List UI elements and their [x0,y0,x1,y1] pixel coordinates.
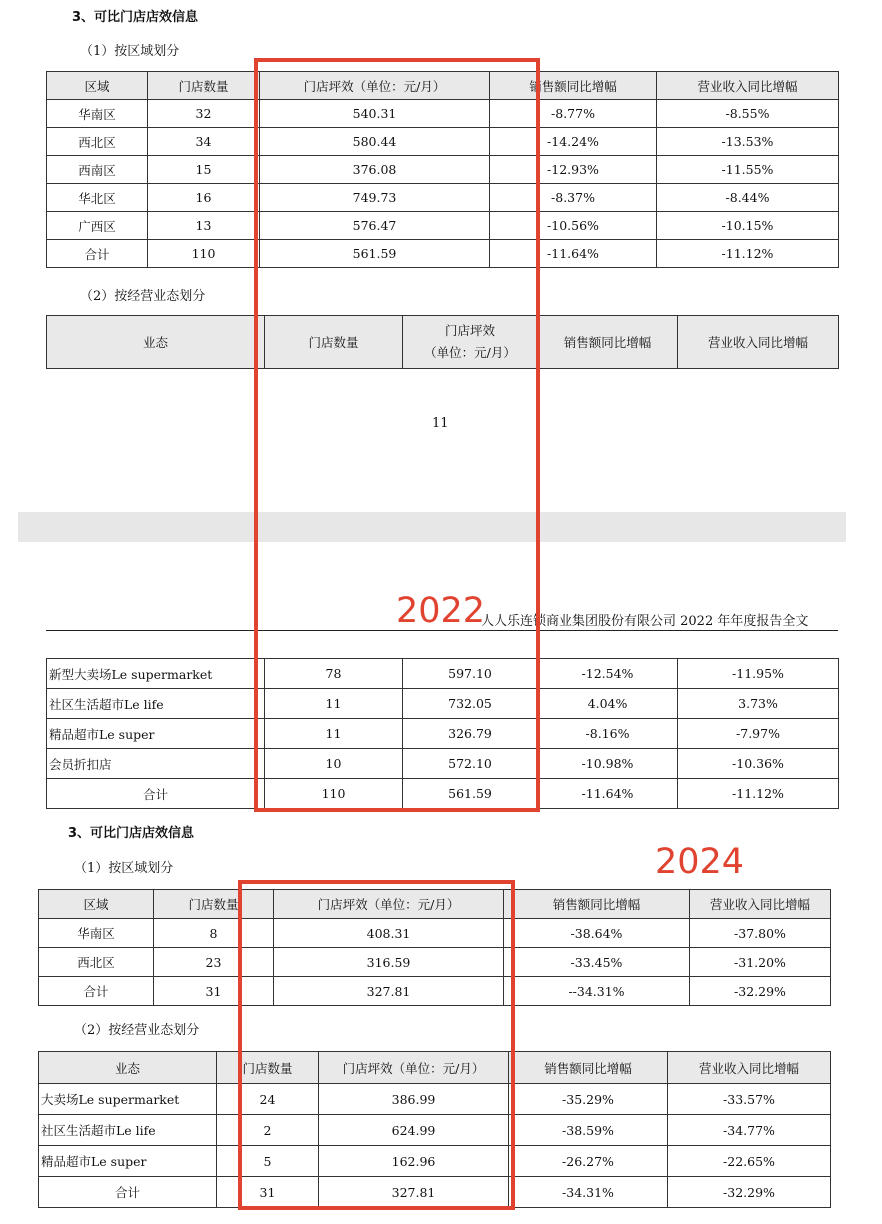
cell-sales: -26.27% [509,1146,668,1177]
cell-stores: 31 [217,1177,319,1208]
cell-format: 合计 [47,779,265,809]
col-header-stores: 门店数量 [217,1052,319,1084]
highlight-box-2022 [254,58,540,812]
col-header-stores: 门店数量 [148,72,260,100]
cell-revenue: -34.77% [668,1115,831,1146]
cell-sales: -38.64% [504,919,690,948]
report-page-header: 人人乐连锁商业集团股份有限公司 2022 年年度报告全文 [481,614,809,629]
cell-revenue: -8.44% [657,184,839,212]
cell-region: 合计 [47,240,148,268]
cell-stores: 31 [154,977,274,1006]
cell-efficiency: 162.96 [319,1146,509,1177]
col-header-revenue: 营业收入同比增幅 [690,890,831,919]
cell-format: 会员折扣店 [47,749,265,779]
cell-stores: 11 [265,719,403,749]
cell-revenue: -33.57% [668,1084,831,1115]
col-header-efficiency: 门店坪效（单位：元/月） [260,72,490,100]
col-header-stores: 门店数量 [265,316,403,369]
cell-sales: -8.37% [490,184,657,212]
cell-stores: 110 [265,779,403,809]
cell-sales: -10.56% [490,212,657,240]
cell-stores: 78 [265,659,403,689]
cell-region: 广西区 [47,212,148,240]
cell-sales: -8.16% [538,719,678,749]
cell-region: 华北区 [47,184,148,212]
col-header-revenue: 营业收入同比增幅 [668,1052,831,1084]
cell-stores: 8 [154,919,274,948]
cell-stores: 15 [148,156,260,184]
cell-region: 西南区 [47,156,148,184]
cell-sales: --34.31% [504,977,690,1006]
cell-sales: -10.98% [538,749,678,779]
cell-format: 精品超市Le super [47,719,265,749]
cell-sales: 4.04% [538,689,678,719]
cell-revenue: -37.80% [690,919,831,948]
section-title-2022: 3、可比门店店效信息 [72,10,199,25]
highlight-box-2024 [238,880,515,1210]
cell-efficiency: 597.10 [403,659,538,689]
cell-stores: 13 [148,212,260,240]
cell-efficiency: 327.81 [274,977,504,1006]
cell-stores: 24 [217,1084,319,1115]
cell-sales: -11.64% [490,240,657,268]
cell-region: 华南区 [47,100,148,128]
format-subtitle-2022: （2）按经营业态划分 [80,289,206,304]
col-header-region: 区域 [47,72,148,100]
col-header-sales: 销售额同比增幅 [538,316,678,369]
year-label-2024: 2024 [655,842,745,882]
region-subtitle-2024: （1）按区域划分 [74,861,174,876]
cell-efficiency: 561.59 [403,779,538,809]
cell-stores: 10 [265,749,403,779]
cell-region: 西北区 [47,128,148,156]
col-header-sales: 销售额同比增幅 [504,890,690,919]
cell-stores: 5 [217,1146,319,1177]
page-number: 11 [432,416,449,431]
cell-revenue: -10.15% [657,212,839,240]
section-title-2024: 3、可比门店店效信息 [68,826,195,841]
cell-efficiency: 580.44 [260,128,490,156]
cell-region: 西北区 [39,948,154,977]
cell-efficiency: 732.05 [403,689,538,719]
cell-format: 社区生活超市Le life [39,1115,217,1146]
col-header-revenue: 营业收入同比增幅 [657,72,839,100]
cell-format: 新型大卖场Le supermarket [47,659,265,689]
cell-format: 大卖场Le supermarket [39,1084,217,1115]
col-header-revenue: 营业收入同比增幅 [678,316,839,369]
cell-efficiency: 540.31 [260,100,490,128]
cell-revenue: -13.53% [657,128,839,156]
cell-format: 社区生活超市Le life [47,689,265,719]
cell-sales: -35.29% [509,1084,668,1115]
region-subtitle-2022: （1）按区域划分 [80,44,180,59]
cell-stores: 34 [148,128,260,156]
cell-efficiency: 561.59 [260,240,490,268]
cell-efficiency: 326.79 [403,719,538,749]
cell-sales: -11.64% [538,779,678,809]
cell-efficiency: 749.73 [260,184,490,212]
cell-revenue: 3.73% [678,689,839,719]
efficiency-header-line2: （单位：元/月） [424,345,516,360]
cell-stores: 16 [148,184,260,212]
cell-region: 合计 [39,977,154,1006]
cell-revenue: -32.29% [690,977,831,1006]
cell-efficiency: 316.59 [274,948,504,977]
col-header-format: 业态 [47,316,265,369]
cell-revenue: -10.36% [678,749,839,779]
cell-sales: -34.31% [509,1177,668,1208]
col-header-sales: 销售额同比增幅 [509,1052,668,1084]
cell-sales: -12.54% [538,659,678,689]
cell-sales: -33.45% [504,948,690,977]
cell-sales: -12.93% [490,156,657,184]
format-subtitle-2024: （2）按经营业态划分 [74,1023,200,1038]
cell-stores: 110 [148,240,260,268]
cell-efficiency: 408.31 [274,919,504,948]
cell-format: 精品超市Le super [39,1146,217,1177]
cell-revenue: -8.55% [657,100,839,128]
cell-revenue: -11.12% [657,240,839,268]
col-header-format: 业态 [39,1052,217,1084]
cell-sales: -8.77% [490,100,657,128]
cell-format: 合计 [39,1177,217,1208]
cell-efficiency: 572.10 [403,749,538,779]
cell-stores: 2 [217,1115,319,1146]
cell-revenue: -11.12% [678,779,839,809]
cell-revenue: -22.65% [668,1146,831,1177]
col-header-sales: 销售额同比增幅 [490,72,657,100]
cell-stores: 23 [154,948,274,977]
col-header-stores: 门店数量 [154,890,274,919]
col-header-efficiency: 门店坪效（单位：元/月） [274,890,504,919]
cell-region: 华南区 [39,919,154,948]
year-label-2022: 2022 [396,591,486,631]
cell-efficiency: 624.99 [319,1115,509,1146]
cell-revenue: -31.20% [690,948,831,977]
col-header-region: 区域 [39,890,154,919]
cell-efficiency: 386.99 [319,1084,509,1115]
cell-sales: -38.59% [509,1115,668,1146]
cell-revenue: -7.97% [678,719,839,749]
cell-efficiency: 327.81 [319,1177,509,1208]
cell-efficiency: 376.08 [260,156,490,184]
cell-stores: 32 [148,100,260,128]
efficiency-header-line1: 门店坪效 [444,323,495,338]
cell-sales: -14.24% [490,128,657,156]
cell-efficiency: 576.47 [260,212,490,240]
cell-revenue: -11.55% [657,156,839,184]
cell-stores: 11 [265,689,403,719]
col-header-efficiency: 门店坪效（单位：元/月） [319,1052,509,1084]
cell-revenue: -11.95% [678,659,839,689]
cell-revenue: -32.29% [668,1177,831,1208]
